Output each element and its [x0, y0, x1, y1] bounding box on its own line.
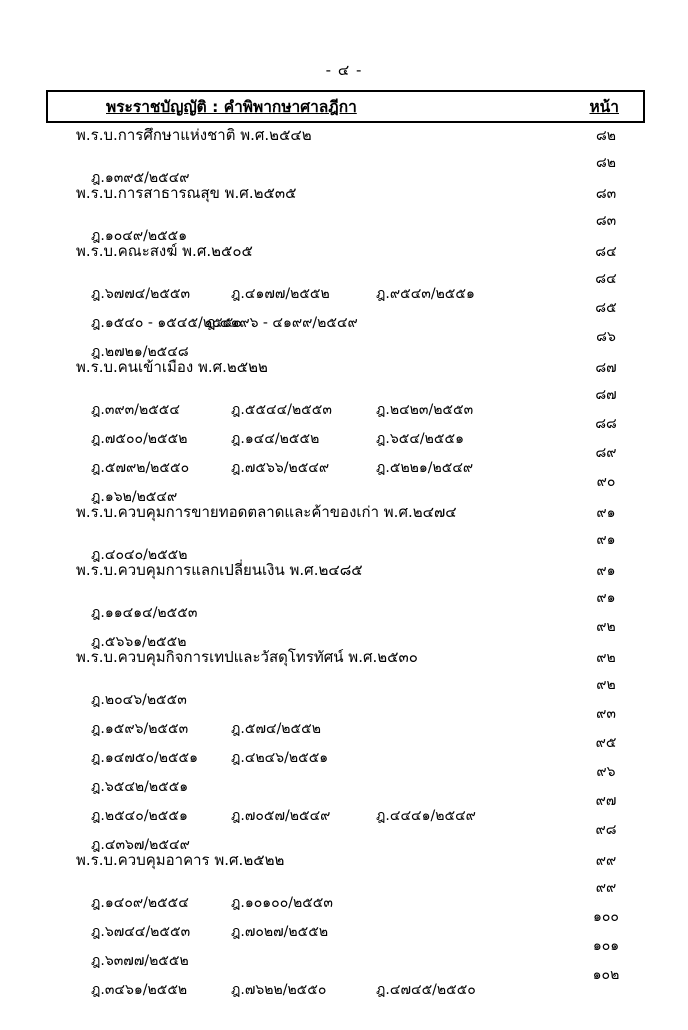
entry-page-number: ๘๗: [595, 360, 617, 376]
entry-page-number: ๙๕: [595, 735, 617, 751]
case-citation-row: [46, 326, 645, 360]
entry-page-number: ๘๓: [595, 213, 617, 229]
index-rows: [46, 123, 645, 998]
entry-page-number: ๘๔: [595, 244, 617, 260]
row-entries: [46, 355, 567, 379]
entry-page-number: ๑๐๑: [592, 938, 620, 954]
entry-page-number: ๙๒: [596, 650, 616, 666]
page-folio-number: - ๔ -: [325, 61, 363, 79]
entry-page-number: ๙๙: [595, 853, 617, 869]
case-citation: ฎ.๑๔๐๙/๒๕๕๔: [91, 895, 189, 911]
case-citation: ฎ.๖๗๗๔/๒๕๕๓: [91, 286, 191, 302]
case-citation-row: [46, 703, 645, 737]
case-citation-row: [46, 732, 645, 766]
case-citation: ฎ.๔๔๔๑/๒๕๔๙: [376, 808, 476, 824]
case-citation: ฎ.๑๓๙๕/๒๕๔๙: [91, 170, 190, 186]
row-entries: [46, 848, 567, 872]
entry-page-number: ๘๕: [595, 300, 617, 316]
entry-page-number: ๘๘: [595, 416, 617, 432]
case-citation: ฎ.๑๕๙๖/๒๕๕๓: [91, 721, 189, 737]
entry-page-number: ๙๑: [596, 590, 616, 606]
case-citation: ฎ.๖๕๔๒/๒๕๕๑: [91, 779, 189, 795]
case-citation: ฎ.๖๗๔๔/๒๕๕๓: [91, 924, 191, 940]
entry-page-number: ๙๖: [596, 764, 616, 780]
case-citation: ฎ.๑๔๔/๒๕๕๒: [231, 431, 320, 447]
case-citation: ฎ.๑๖๒/๒๕๔๙: [91, 489, 178, 505]
act-entry-row: [46, 500, 645, 529]
case-citation: ฎ.๗๖๒๒/๒๕๕๐: [231, 982, 327, 998]
act-entry-row: [46, 558, 645, 587]
case-citation: ฎ.๑๑๔๑๔/๒๕๕๓: [91, 605, 198, 621]
index-table-header: [46, 90, 645, 123]
row-entries: [46, 239, 567, 263]
entry-page-number: ๘๖: [596, 329, 616, 345]
entry-page-number: ๘๗: [595, 387, 617, 403]
case-citation: ฎ.๑๔๗๕๐/๒๕๕๑: [91, 750, 199, 766]
entry-page-number: ๙๑: [596, 505, 616, 521]
act-entry-row: [46, 239, 645, 268]
case-citation-row: [46, 268, 645, 302]
act-entry-row: [46, 848, 645, 877]
act-title: พ.ร.บ.การสาธารณสุข พ.ศ.๒๕๓๕: [76, 184, 297, 202]
entry-page-number: ๙๗: [595, 793, 617, 809]
case-citation-row: [46, 877, 645, 911]
row-entries: [46, 645, 567, 669]
entry-page-number: ๙๓: [596, 706, 616, 722]
case-citation-row: [46, 297, 645, 331]
header-page-column-label: หน้า: [589, 98, 619, 116]
act-title: พ.ร.บ.ควบคุมกิจการเทปและวัสดุโทรทัศน์ พ.ศ.๒๕๓๐: [76, 648, 418, 666]
case-citation-row: [46, 935, 645, 969]
case-citation: ฎ.๒๐๔๖/๒๕๕๓: [91, 692, 187, 708]
row-entries: [46, 558, 567, 582]
act-title: พ.ร.บ.ควบคุมอาคาร พ.ศ.๒๕๒๒: [76, 851, 285, 869]
case-citation: ฎ.๙๕๔๓/๒๕๕๑: [376, 286, 475, 302]
case-citation-row: [46, 587, 645, 621]
case-citation-row: [46, 384, 645, 418]
entry-page-number: ๘๒: [595, 128, 617, 144]
entry-page-number: ๘๒: [595, 155, 617, 171]
case-citation: ฎ.๑๐๑๐๐/๒๕๕๓: [231, 895, 333, 911]
entry-page-number: ๙๒: [596, 677, 616, 693]
case-citation: ฎ.๓๔๖๑/๒๕๕๒: [91, 982, 188, 998]
act-entry-row: [46, 181, 645, 210]
case-citation: ฎ.๑๕๔๐ - ๑๕๔๕/๒๕๕๐: [91, 315, 242, 331]
act-entry-row: [46, 355, 645, 384]
entry-page-number: ๙๐: [596, 474, 616, 490]
case-citation-row: [46, 819, 645, 853]
case-citation-row: [46, 413, 645, 447]
case-citation-row: [46, 616, 645, 650]
entry-page-number: ๘๓: [595, 186, 617, 202]
case-citation: ฎ.๒๔๒๓/๒๕๕๓: [376, 402, 474, 418]
act-title: พ.ร.บ.การศึกษาแห่งชาติ พ.ศ.๒๕๔๒: [76, 126, 312, 144]
entry-page-number: ๘๔: [595, 271, 617, 287]
case-citation: ฎ.๗๐๕๗/๒๕๔๙: [231, 808, 331, 824]
case-citation-row: [46, 906, 645, 940]
case-citation: ฎ.๗๐๒๗/๒๕๕๒: [231, 924, 329, 940]
act-title: พ.ร.บ.คนเข้าเมือง พ.ศ.๒๕๒๒: [76, 358, 268, 376]
row-entries: [46, 123, 567, 147]
case-citation: ฎ.๑๐๔๙/๒๕๕๑: [91, 228, 188, 244]
entry-page-number: ๑๐๒: [592, 967, 620, 983]
case-citation: ฎ.๔๑๗๗/๒๕๕๒: [231, 286, 330, 302]
case-citation: ฎ.๗๕๖๖/๒๕๔๙: [231, 460, 330, 476]
case-citation-row: [46, 152, 645, 186]
case-citation: ฎ.๕๒๒๑/๒๕๔๙: [376, 460, 474, 476]
case-citation: ฎ.๔๗๔๕/๒๕๕๐: [376, 982, 476, 998]
case-citation-row: [46, 471, 645, 505]
case-citation: ฎ.๖๕๔/๒๕๕๑: [376, 431, 464, 447]
case-citation: ฎ.๒๗๒๑/๒๕๔๘: [91, 344, 189, 360]
case-citation: ฎ.๕๗๔/๒๕๕๒: [231, 721, 321, 737]
row-entries: [46, 181, 567, 205]
case-citation-row: [46, 674, 645, 708]
case-citation: ฎ.๒๕๔๐/๒๕๕๑: [91, 808, 188, 824]
act-title: พ.ร.บ.ควบคุมการขายทอดตลาดและค้าของเก่า พ.ศ.๒๔๗๔: [76, 503, 457, 521]
entry-page-number: ๙๒: [596, 619, 616, 635]
case-citation-row: [46, 761, 645, 795]
act-entry-row: [46, 645, 645, 674]
case-citation: ฎ.๕๗๙๒/๒๕๕๐: [91, 460, 190, 476]
case-citation: ฎ.๔๐๔๐/๒๕๕๒: [91, 547, 188, 563]
entry-page-number: ๘๙: [595, 445, 617, 461]
case-citation-row: [46, 529, 645, 563]
entry-page-number: ๑๐๐: [593, 909, 619, 925]
row-entries: [46, 500, 567, 524]
entry-page-number: ๙๘: [595, 822, 617, 838]
case-citation: ฎ.๔๑๙๖ - ๔๑๙๙/๒๕๔๙: [206, 315, 358, 331]
act-title: พ.ร.บ.คณะสงฆ์ พ.ศ.๒๕๐๕: [76, 242, 253, 260]
document-page: [0, 58, 688, 1030]
case-citation: ฎ.๔๓๖๗/๒๕๔๙: [91, 837, 190, 853]
case-citation: ฎ.๓๙๓/๒๕๕๔: [91, 402, 180, 418]
act-title: พ.ร.บ.ควบคุมการแลกเปลี่ยนเงิน พ.ศ.๒๔๘๕: [76, 561, 363, 579]
case-citation: ฎ.๖๓๗๗/๒๕๕๒: [91, 953, 189, 969]
case-citation-row: [46, 964, 645, 998]
case-citation: ฎ.๗๕๐๐/๒๕๕๒: [91, 431, 188, 447]
case-citation-row: [46, 790, 645, 824]
case-citation-row: [46, 442, 645, 476]
case-citation-row: [46, 210, 645, 244]
case-citation: ฎ.๕๕๔๔/๒๕๕๓: [231, 402, 332, 418]
entry-page-number: ๙๑: [596, 563, 616, 579]
entry-page-number: ๙๙: [595, 880, 617, 896]
act-entry-row: [46, 123, 645, 152]
case-citation: ฎ.๕๖๖๑/๒๕๕๒: [91, 634, 187, 650]
entry-page-number: ๙๑: [596, 532, 616, 548]
header-title: พระราชบัญญัติ : คำพิพากษาศาลฎีกา: [106, 98, 357, 116]
case-citation: ฎ.๔๒๔๖/๒๕๕๑: [231, 750, 329, 766]
